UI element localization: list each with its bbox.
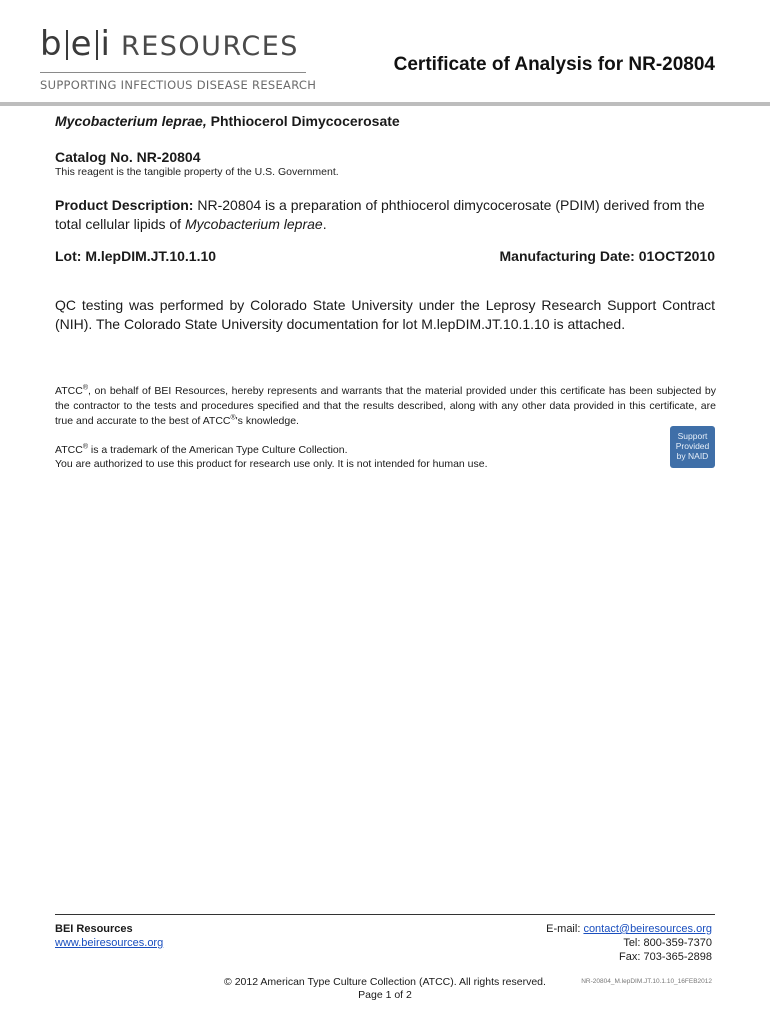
logo-mark: b e i	[40, 24, 111, 64]
logo-divider	[40, 72, 306, 73]
description-organism: Mycobacterium leprae	[184, 216, 323, 232]
bei-logo	[40, 24, 299, 64]
logo-wordmark: RESOURCES	[120, 31, 299, 62]
research-use-line: You are authorized to use this product for research use only. It is not intended for human use.	[55, 458, 488, 470]
email-line: E-mail: contact@beiresources.org	[546, 923, 712, 935]
lot-number: Lot: M.lepDIM.JT.10.1.10	[55, 248, 217, 264]
fax-line: Fax: 703-365-2898	[619, 951, 712, 963]
footer-contact-right	[546, 922, 712, 964]
qc-statement: QC testing was performed by Colorado State University under the Leprosy Research Support Contract (NIH). The Colorado State University documentation for lot M.lepDIM.JT.10.1.10 is attached.	[55, 297, 715, 332]
certificate-title: Certificate of Analysis for NR-20804	[393, 54, 715, 75]
manufacturing-date: Manufacturing Date: 01OCT2010	[499, 248, 715, 264]
naid-support-badge: Support Provided by NAID	[670, 426, 715, 468]
product-name	[55, 113, 400, 129]
warranty-statement: ATCC®, on behalf of BEI Resources, hereby represents and warrants that the material provided under this certificate has been subjected by the contractor to the tests and procedures specified and that the results described, along with any other data provided in this certificate, are true and accurate to the best of ATCC®'s knowledge.	[55, 384, 716, 427]
description-text: NR-20804 is a preparation of phthiocerol dimycocerosate (PDIM) derived from the total cellular lipids of	[55, 197, 705, 232]
website-link[interactable]: www.beiresources.org	[55, 937, 164, 949]
organism-name: Mycobacterium leprae,	[55, 113, 207, 129]
footer-contact-left	[55, 922, 163, 950]
email-link[interactable]: contact@beiresources.org	[583, 923, 712, 935]
header-divider	[0, 102, 770, 106]
footer-divider	[55, 914, 715, 915]
product-description: Product Description: NR-20804 is a preparation of phthiocerol dimycocerosate (PDIM) derived from the total cellular lipids of Mycobacterium leprae.	[55, 197, 705, 232]
description-label: Product Description:	[55, 197, 194, 213]
catalog-number: Catalog No. NR-20804	[55, 149, 201, 165]
trademark-line: ATCC® is a trademark of the American Type Culture Collection.	[55, 443, 348, 456]
logo-tagline: SUPPORTING INFECTIOUS DISEASE RESEARCH	[40, 78, 317, 92]
compound-name: Phthiocerol Dimycocerosate	[206, 113, 400, 129]
tel-line: Tel: 800-359-7370	[623, 937, 712, 949]
copyright-line: © 2012 American Type Culture Collection (ATCC). All rights reserved.	[224, 976, 546, 988]
document-id: NR-20804_M.lepDIM.JT.10.1.10_16FEB2012	[581, 978, 712, 985]
page-number: Page 1 of 2	[358, 989, 412, 1001]
footer-org: BEI Resources	[55, 923, 133, 935]
property-note: This reagent is the tangible property of the U.S. Government.	[55, 166, 339, 178]
trademark-notice	[55, 443, 655, 471]
